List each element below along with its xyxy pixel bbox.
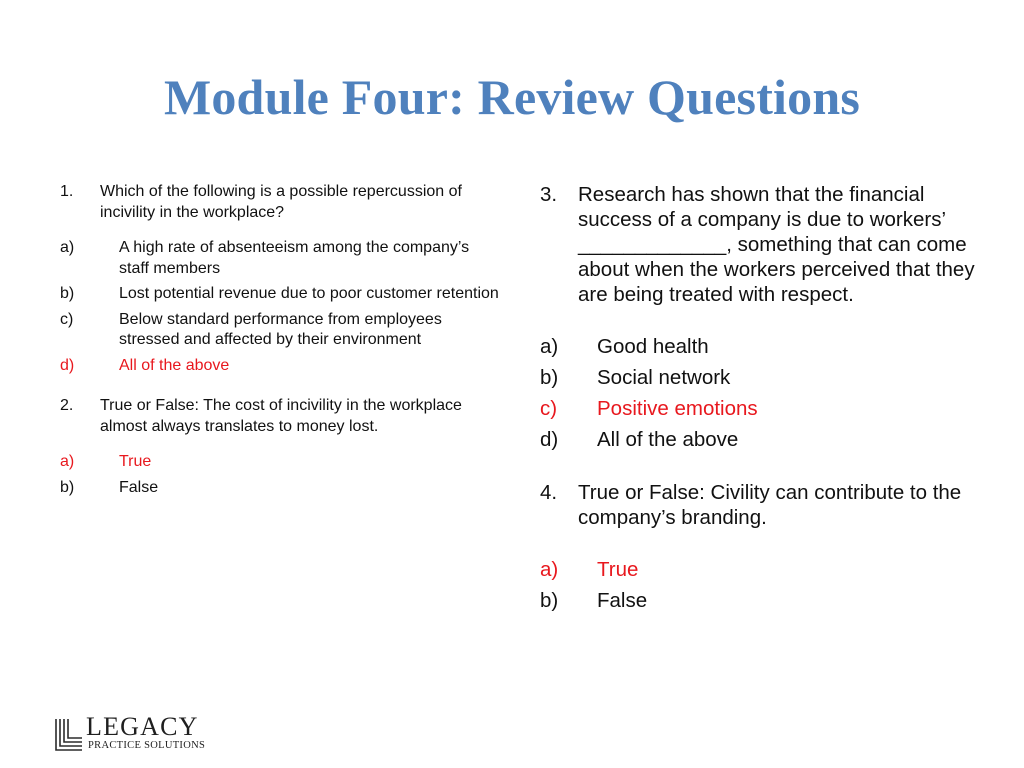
question-3-text: Research has shown that the financial success of a company is due to workers’ _____________, something that can come about when the workers perceived that they are being treated with respect.	[578, 183, 975, 306]
option-letter: a)	[60, 239, 75, 256]
question-2-text: True or False: The cost of incivility in the workplace almost always translates to money lost.	[100, 397, 462, 435]
option-text: All of the above	[597, 428, 739, 451]
question-2-option-a	[60, 452, 500, 473]
logo-wordmark: LEGACY	[86, 712, 199, 741]
question-4-text: True or False: Civility can contribute to the company’s branding.	[578, 481, 962, 529]
option-letter: d)	[60, 356, 75, 374]
option-letter: c)	[540, 397, 558, 420]
option-text: False	[597, 589, 648, 612]
question-3-option-b	[540, 365, 990, 390]
option-letter: b)	[540, 589, 559, 612]
question-3-option-d	[540, 427, 990, 452]
option-letter: d)	[540, 428, 559, 451]
option-text: Positive emotions	[597, 397, 758, 420]
option-letter: c)	[60, 310, 74, 328]
option-letter: a)	[540, 335, 559, 358]
company-logo	[52, 712, 222, 756]
question-1-option-c	[60, 310, 500, 351]
option-letter: b)	[60, 285, 75, 302]
question-4-number: 4.	[540, 481, 558, 504]
question-3-number: 3.	[540, 183, 558, 206]
option-text: False	[119, 478, 159, 496]
option-letter: b)	[540, 366, 559, 389]
option-text: Social network	[597, 366, 731, 389]
question-3-options	[540, 334, 990, 452]
option-letter: b)	[60, 478, 75, 496]
option-text: True	[597, 558, 639, 581]
option-letter: a)	[60, 453, 75, 470]
question-1-option-a	[60, 238, 500, 279]
question-2-number: 2.	[60, 397, 74, 414]
option-letter: a)	[540, 558, 559, 581]
question-1	[60, 182, 500, 223]
question-1-text: Which of the following is a possible repercussion of incivility in the workplace?	[100, 183, 462, 221]
option-text: Below standard performance from employees stressed and affected by their environment	[119, 310, 442, 348]
option-text: A high rate of absenteeism among the company’s staff members	[119, 239, 470, 277]
question-3-option-a	[540, 334, 990, 359]
option-text: All of the above	[119, 356, 230, 374]
left-column	[60, 182, 500, 503]
question-3-option-c	[540, 396, 990, 421]
question-1-option-d	[60, 356, 500, 377]
option-text: Good health	[597, 335, 709, 358]
question-3	[540, 182, 990, 307]
question-4-option-a	[540, 557, 990, 582]
option-text: True	[119, 453, 152, 470]
question-1-option-b	[60, 284, 500, 305]
question-1-options	[60, 238, 500, 376]
question-2-option-b	[60, 478, 500, 499]
right-column	[540, 182, 990, 619]
question-1-number: 1.	[60, 183, 74, 200]
question-2-options	[60, 452, 500, 498]
question-2	[60, 396, 500, 437]
question-4-options	[540, 557, 990, 613]
legacy-logo-icon	[52, 716, 86, 754]
slide-title: Module Four: Review Questions	[163, 69, 861, 125]
option-text: Lost potential revenue due to poor customer retention	[119, 285, 499, 302]
question-4-option-b	[540, 588, 990, 613]
question-4	[540, 480, 990, 530]
logo-subtitle: PRACTICE SOLUTIONS	[88, 740, 206, 751]
